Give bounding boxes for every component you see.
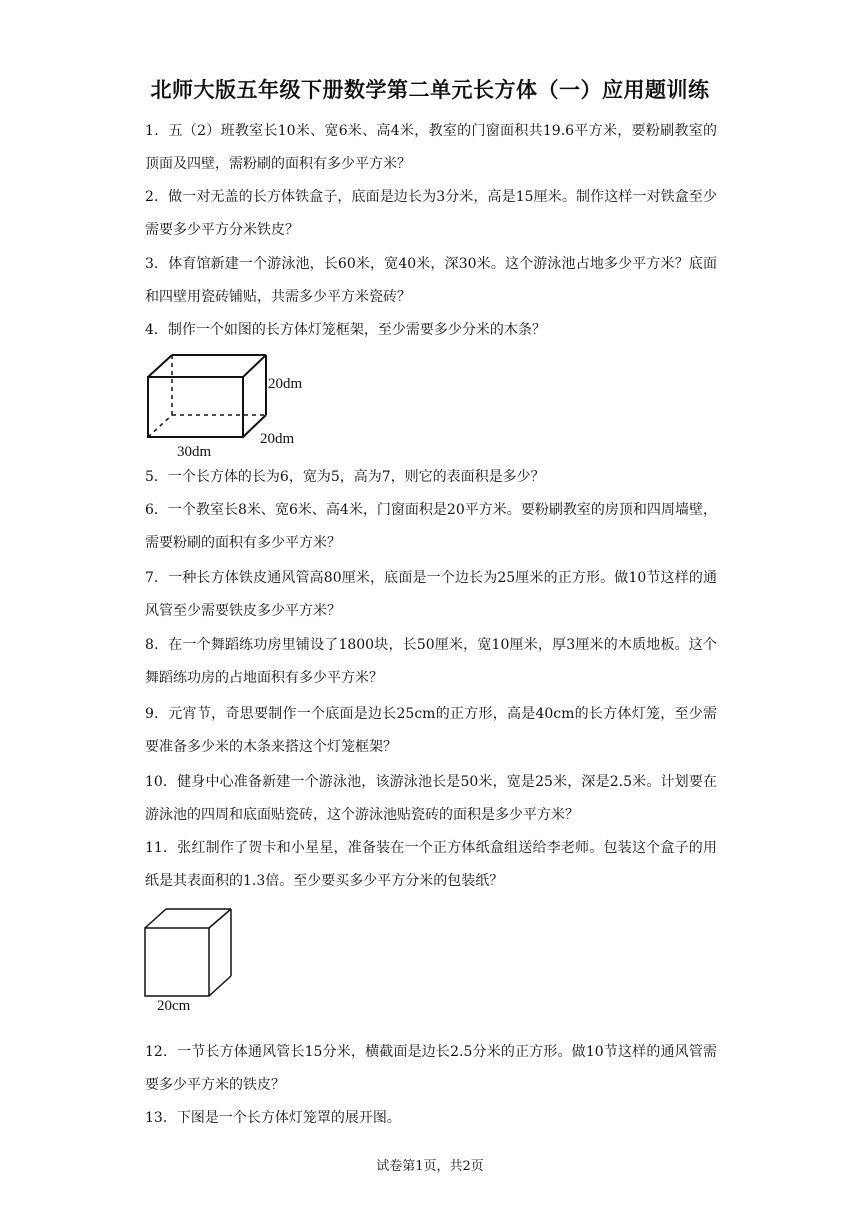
cube-edge-label: 20cm [157, 998, 191, 1014]
cuboid-height-label: 20dm [268, 376, 303, 392]
question-1: 1．五（2）班教室长10米、宽6米、高4米，教室的门窗面积共19.6平方米，要粉刷教室的顶面及四壁，需粉刷的面积有多少平方米？ [145, 123, 717, 172]
question-3: 3．体育馆新建一个游泳池，长60米，宽40米，深30米。这个游泳池占地多少平方米？底面和四壁用瓷砖铺贴，共需多少平方米瓷砖？ [145, 256, 717, 305]
question-4: 4．制作一个如图的长方体灯笼框架，至少需要多少分米的木条？ [145, 322, 546, 338]
question-2: 2．做一对无盖的长方体铁盒子，底面是边长为3分米，高是15厘米。制作这样一对铁盒至少需要多少平方分米铁皮？ [145, 189, 717, 238]
cuboid-length-label: 30dm [177, 444, 212, 460]
page-footer: 试卷第1页，共2页 [376, 1159, 484, 1174]
question-6: 6．一个教室长8米、宽6米、高4米，门窗面积是20平方米。要粉刷教室的房顶和四周墙壁，需要粉刷的面积有多少平方米？ [145, 502, 717, 551]
question-13: 13．下图是一个长方体灯笼罩的展开图。 [145, 1110, 401, 1126]
question-9: 9．元宵节，奇思要制作一个底面是边长25cm的正方形，高是40cm的长方体灯笼，至少需要准备多少米的木条来搭这个灯笼框架？ [145, 706, 717, 755]
question-8: 8．在一个舞蹈练功房里铺设了1800块，长50厘米，宽10厘米，厚3厘米的木质地板。这个舞蹈练功房的占地面积有多少平方米？ [145, 637, 717, 686]
question-12: 12．一节长方体通风管长15分米，横截面是边长2.5分米的正方形。做10节这样的通风管需要多少平方米的铁皮？ [145, 1044, 717, 1093]
cube-figure [140, 904, 240, 1016]
question-5: 5．一个长方体的长为6，宽为5，高为7，则它的表面积是多少？ [145, 469, 545, 485]
page-title: 北师大版五年级下册数学第二单元长方体（一）应用题训练 [150, 78, 710, 102]
cuboid-width-label: 20dm [260, 431, 295, 447]
question-11: 11．张红制作了贺卡和小星星，准备装在一个正方体纸盒组送给李老师。包装这个盒子的用纸是其表面积的1.3倍。至少要买多少平方分米的包装纸？ [145, 840, 717, 889]
question-7: 7．一种长方体铁皮通风管高80厘米，底面是一个边长为25厘米的正方形。做10节这样的通风管至少需要铁皮多少平方米？ [145, 570, 717, 619]
question-10: 10．健身中心准备新建一个游泳池，该游泳池长是50米，宽是25米，深是2.5米。计划要在游泳池的四周和底面贴瓷砖，这个游泳池贴瓷砖的面积是多少平方米？ [145, 774, 717, 823]
cuboid-figure [140, 350, 330, 460]
